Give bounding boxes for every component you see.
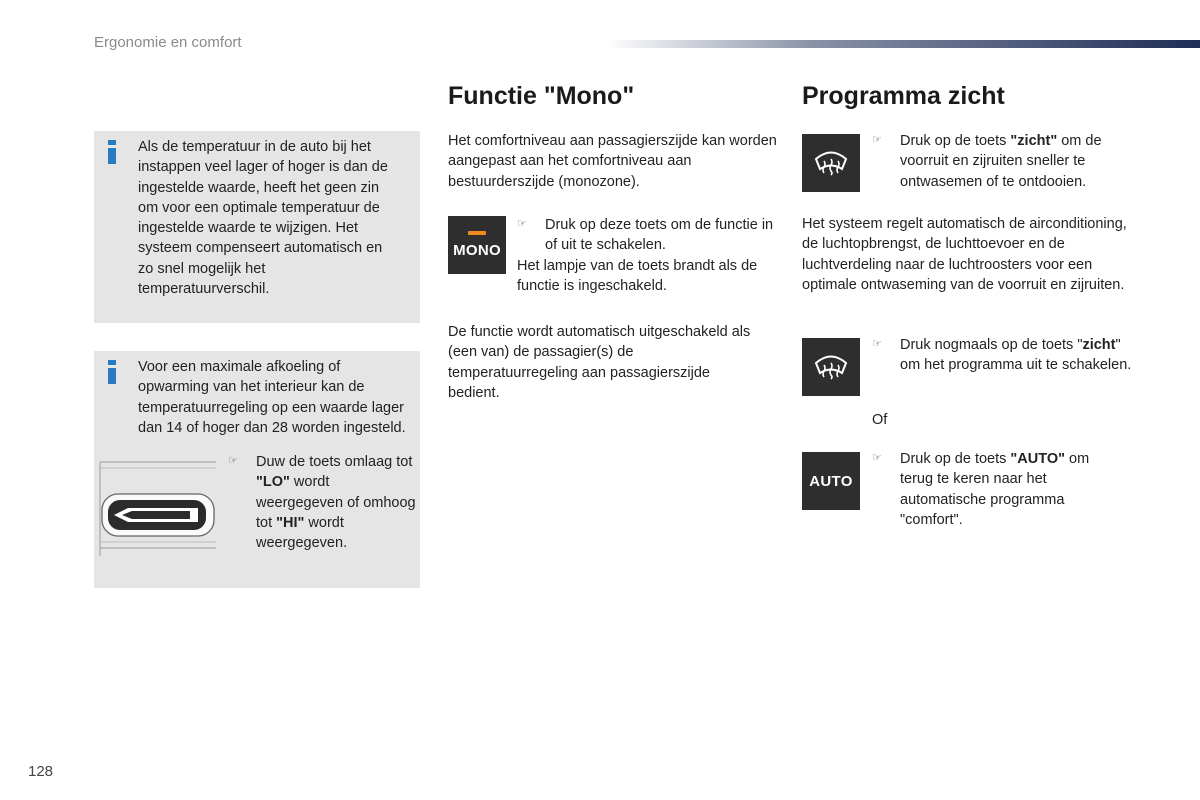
vision-description: Het systeem regelt automatisch de airconditioning, de luchtopbrengst, de luchttoevoer en de luchtverdeling naar de luchtroosters voor een optimale ontwaseming van de voorruit en zijruiten. — [802, 216, 1127, 293]
mono-button-label: MONO — [453, 242, 501, 259]
mono-button-icon — [448, 216, 506, 274]
page-number: 128 — [28, 763, 54, 780]
info-icon — [108, 360, 115, 390]
mono-led-note: Het lampje van de toets brandt als de functie is ingeschakeld. — [517, 258, 758, 295]
info-text-temperature: Als de temperatuur in de auto bij het instappen veel lager of hoger is dan de ingestelde waarde, heeft het geen zin om voor een optimale temperatuur de ingestelde waarde te wijzigen. Het systeem compenseert automatisch en zo snel mogelijk het temperatuurverschil. — [138, 139, 388, 298]
defrost-button-icon — [802, 134, 860, 192]
bullet-lo-hi-text-2: wordt weergegeven of omhoog tot — [256, 474, 416, 531]
section-title-mono: Functie "Mono" — [448, 82, 635, 110]
bullet-vision-on — [872, 131, 1132, 192]
auto-bullet-text-1: Druk op de toets — [900, 451, 1011, 467]
temperature-dial-illustration — [98, 458, 218, 558]
bullet-marker-icon: ☞ — [872, 134, 882, 146]
bullet-vision-off — [872, 335, 1132, 376]
bullet-marker-icon: ☞ — [872, 338, 882, 350]
bullet-lo-hi-text-3: wordt weergegeven. — [256, 514, 348, 552]
defrost-button-icon — [802, 338, 860, 396]
vision-bullet2-text-2: " om het programma uit te schakelen. — [900, 337, 1132, 374]
key-lo: "LO" — [256, 474, 290, 491]
bullet-lo-hi — [228, 452, 418, 553]
key-zicht: "zicht" — [1010, 133, 1058, 149]
vision-bullet1-text-1: Druk op de toets — [900, 133, 1011, 149]
auto-bullet-text-2: om terug te keren naar het automatische programma "comfort". — [900, 451, 1090, 528]
bullet-auto — [872, 449, 1132, 530]
mono-indicator-led — [468, 231, 486, 235]
auto-button-icon — [802, 452, 860, 510]
vision-bullet2-text-1: Druk nogmaals op de toets " — [900, 337, 1083, 353]
running-header: Ergonomie en comfort — [94, 34, 242, 51]
key-auto: "AUTO" — [1010, 451, 1065, 467]
or-text: Of — [872, 412, 888, 428]
bullet-marker-icon: ☞ — [228, 455, 238, 467]
windshield-defrost-icon — [813, 148, 849, 178]
mono-intro: Het comfortniveau aan passagierszijde kan worden aangepast aan het comfortniveau aan bestuurderszijde (monozone). — [448, 133, 777, 190]
bullet-marker-icon: ☞ — [872, 452, 882, 464]
key-zicht: zicht — [1082, 337, 1116, 353]
vision-bullet1-text-2: om de voorruit en zijruiten sneller te ontwasemen of te ontdooien. — [900, 133, 1102, 190]
mono-bullet-text: Druk op deze toets om de functie in of uit te schakelen. — [545, 217, 774, 254]
mono-auto-off-note: De functie wordt automatisch uitgeschakeld als (een van) de passagier(s) de temperatuurregeling aan passagierszijde bedient. — [448, 324, 751, 401]
bullet-marker-icon: ☞ — [517, 218, 527, 230]
info-icon — [108, 140, 115, 170]
section-title-vision: Programma zicht — [802, 82, 1005, 110]
bullet-lo-hi-text-1: Duw de toets omlaag tot — [256, 454, 413, 470]
info-text-lo-hi: Voor een maximale afkoeling of opwarming van het interieur kan de temperatuurregeling op een waarde lager dan 14 of hoger dan 28 worden ingesteld. — [138, 359, 406, 436]
header-decorative-bar — [605, 40, 1200, 48]
windshield-defrost-icon — [813, 352, 849, 382]
key-hi: "HI" — [276, 514, 305, 531]
bullet-mono-toggle — [517, 215, 777, 256]
auto-button-label: AUTO — [809, 472, 853, 490]
